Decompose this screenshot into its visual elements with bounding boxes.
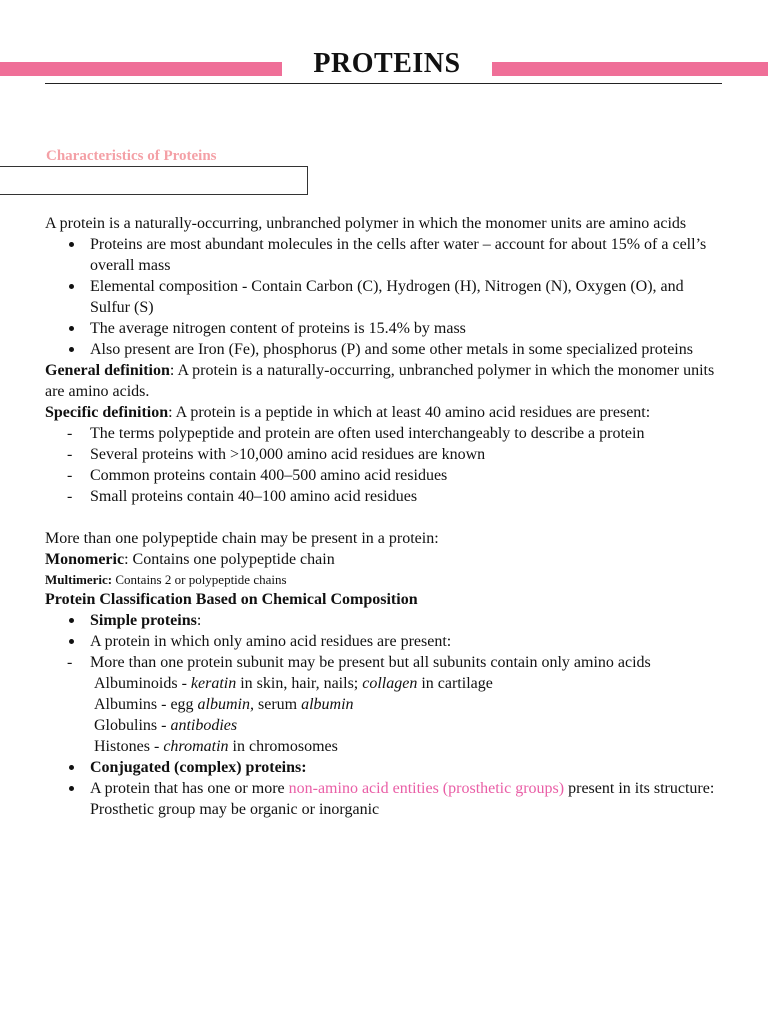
title-accent-bar-right	[492, 62, 768, 76]
list-item: - Common proteins contain 400–500 amino acid residues	[45, 465, 725, 486]
conjugated-bullet-list	[45, 757, 725, 820]
example-text: in skin, hair, nails;	[236, 675, 363, 692]
list-item	[45, 610, 725, 631]
prosthetic-groups-highlight: non-amino acid entities (prosthetic groups)	[288, 780, 565, 797]
example-name: Albumins - egg	[94, 696, 198, 713]
list-item: A protein in which only amino acid residues are present:	[45, 631, 725, 652]
list-item: - Small proteins contain 40–100 amino acid residues	[45, 486, 725, 507]
multimeric-line	[45, 570, 725, 589]
example-albumins	[94, 694, 725, 715]
specific-dash-list	[45, 423, 725, 507]
section-heading: Characteristics of Proteins	[46, 148, 217, 164]
simple-proteins-label: Simple proteins	[90, 612, 197, 629]
intro-paragraph: A protein is a naturally-occurring, unbranched polymer in which the monomer units are amino acids	[45, 215, 687, 232]
multimeric-label: Multimeric:	[45, 572, 113, 587]
title-underline	[45, 83, 722, 84]
example-globulins	[94, 715, 725, 736]
list-item	[45, 778, 725, 820]
general-definition	[45, 360, 725, 402]
list-item: Also present are Iron (Fe), phosphorus (P) and some other metals in some specialized proteins	[45, 339, 725, 360]
list-item: Elemental composition - Contain Carbon (C), Hydrogen (H), Nitrogen (N), Oxygen (O), and Sulfur (S)	[45, 276, 725, 318]
list-item: - Several proteins with >10,000 amino acid residues are known	[45, 444, 725, 465]
conjugated-text: A protein that has one or more	[90, 780, 289, 797]
heading-box-outline	[0, 166, 308, 195]
classification-heading-text: Protein Classification Based on Chemical Composition	[45, 591, 418, 608]
example-name: Histones -	[94, 738, 164, 755]
example-albuminoids	[94, 673, 725, 694]
example-italic: antibodies	[170, 717, 238, 734]
example-text: in cartilage	[417, 675, 493, 692]
chain-intro: More than one polypeptide chain may be present in a protein:	[45, 530, 439, 547]
general-definition-label: General definition	[45, 362, 170, 379]
title-accent-bar-left	[0, 62, 282, 76]
multimeric-text: Contains 2 or polypeptide chains	[112, 572, 287, 587]
list-item	[45, 757, 725, 778]
example-italic: chromatin	[163, 738, 229, 755]
intro-bullet-list	[45, 234, 725, 360]
list-item: Proteins are most abundant molecules in the cells after water – account for about 15% of a cell’s overall mass	[45, 234, 725, 276]
example-italic: albumin	[301, 696, 354, 713]
example-name: Globulins -	[94, 717, 171, 734]
example-italic: keratin	[190, 675, 237, 692]
example-text: in chromosomes	[228, 738, 338, 755]
simple-examples	[45, 673, 725, 757]
conjugated-text: present in its structure: Prosthetic group may be organic or inorganic	[90, 780, 715, 818]
document-body	[45, 213, 725, 820]
classification-heading	[45, 589, 725, 610]
example-italic: collagen	[362, 675, 418, 692]
example-histones	[94, 736, 725, 757]
general-definition-text: : A protein is a naturally-occurring, unbranched polymer in which the monomer units are amino acids.	[45, 362, 715, 400]
specific-definition	[45, 402, 725, 423]
monomeric-text: : Contains one polypeptide chain	[124, 551, 335, 568]
page-title: PROTEINS	[313, 48, 461, 79]
specific-definition-text: : A protein is a peptide in which at least 40 amino acid residues are present:	[168, 404, 651, 421]
simple-bullet-list	[45, 610, 725, 652]
monomeric-line	[45, 549, 725, 570]
simple-colon: :	[196, 612, 202, 629]
list-item: - More than one protein subunit may be present but all subunits contain only amino acids	[45, 652, 725, 673]
conjugated-label: Conjugated (complex) proteins:	[90, 759, 307, 776]
simple-dash-list	[45, 652, 725, 673]
monomeric-label: Monomeric	[45, 551, 125, 568]
example-name: Albuminoids -	[94, 675, 191, 692]
example-italic: albumin,	[197, 696, 254, 713]
list-item: The average nitrogen content of proteins is 15.4% by mass	[45, 318, 725, 339]
specific-definition-label: Specific definition	[45, 404, 169, 421]
example-text: serum	[254, 696, 302, 713]
list-item: - The terms polypeptide and protein are often used interchangeably to describe a protein	[45, 423, 725, 444]
